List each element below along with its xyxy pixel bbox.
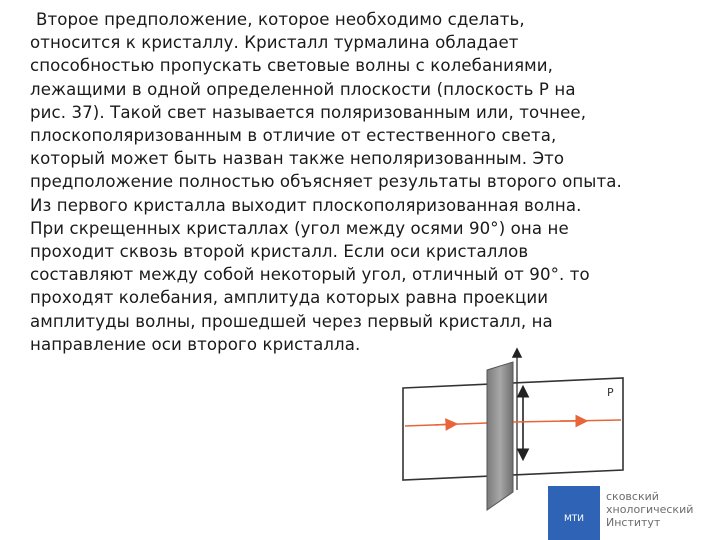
crystal-plate [487,362,513,510]
body-text [30,8,700,356]
text-line: При скрещенных кристаллах (угол между осями 90°) она не [30,218,569,238]
text-line: способностью пропускать световые волны с колебаниями, [30,56,554,76]
logo-text-line: хнологический [606,503,694,516]
text-line: проходит сквозь второй кристалл. Если оси кристаллов [30,242,529,262]
text-line: амплитуды волны, прошедшей через первый кристалл, на [30,311,553,331]
logo-text [606,490,720,529]
institute-logo [548,486,720,540]
logo-badge [548,486,600,540]
logo-badge-label: МТИ [564,514,584,524]
logo-text-line: сковский [606,490,659,503]
text-line: лежащими в одной определенной плоскости (плоскость P на [30,79,576,99]
beam-incoming-arrow [435,424,455,425]
text-line: направление оси второго кристалла. [30,334,361,354]
text-line: плоскополяризованным в отличие от естественного света, [30,126,557,146]
text-line: проходят колебания, амплитуда которых равна проекции [30,288,549,308]
text-line: Второе предположение, которое необходимо сделать, [36,10,525,29]
text-line: составляют между собой некоторый угол, отличный от 90°. то [30,265,590,285]
text-line: который может быть назван также неполяризованным. Это [30,149,565,169]
logo-text-line: Институт [606,516,661,529]
text-line: предположение полностью объясняет результаты второго опыта. [30,172,622,192]
text-line: относится к кристаллу. Кристалл турмалина обладает [30,33,519,53]
text-line: рис. 37). Такой свет называется поляризованным или, точнее, [30,102,587,122]
plane-p-label: P [607,386,614,399]
text-line: Из первого кристалла выходит плоскополяризованная волна. [30,195,582,215]
